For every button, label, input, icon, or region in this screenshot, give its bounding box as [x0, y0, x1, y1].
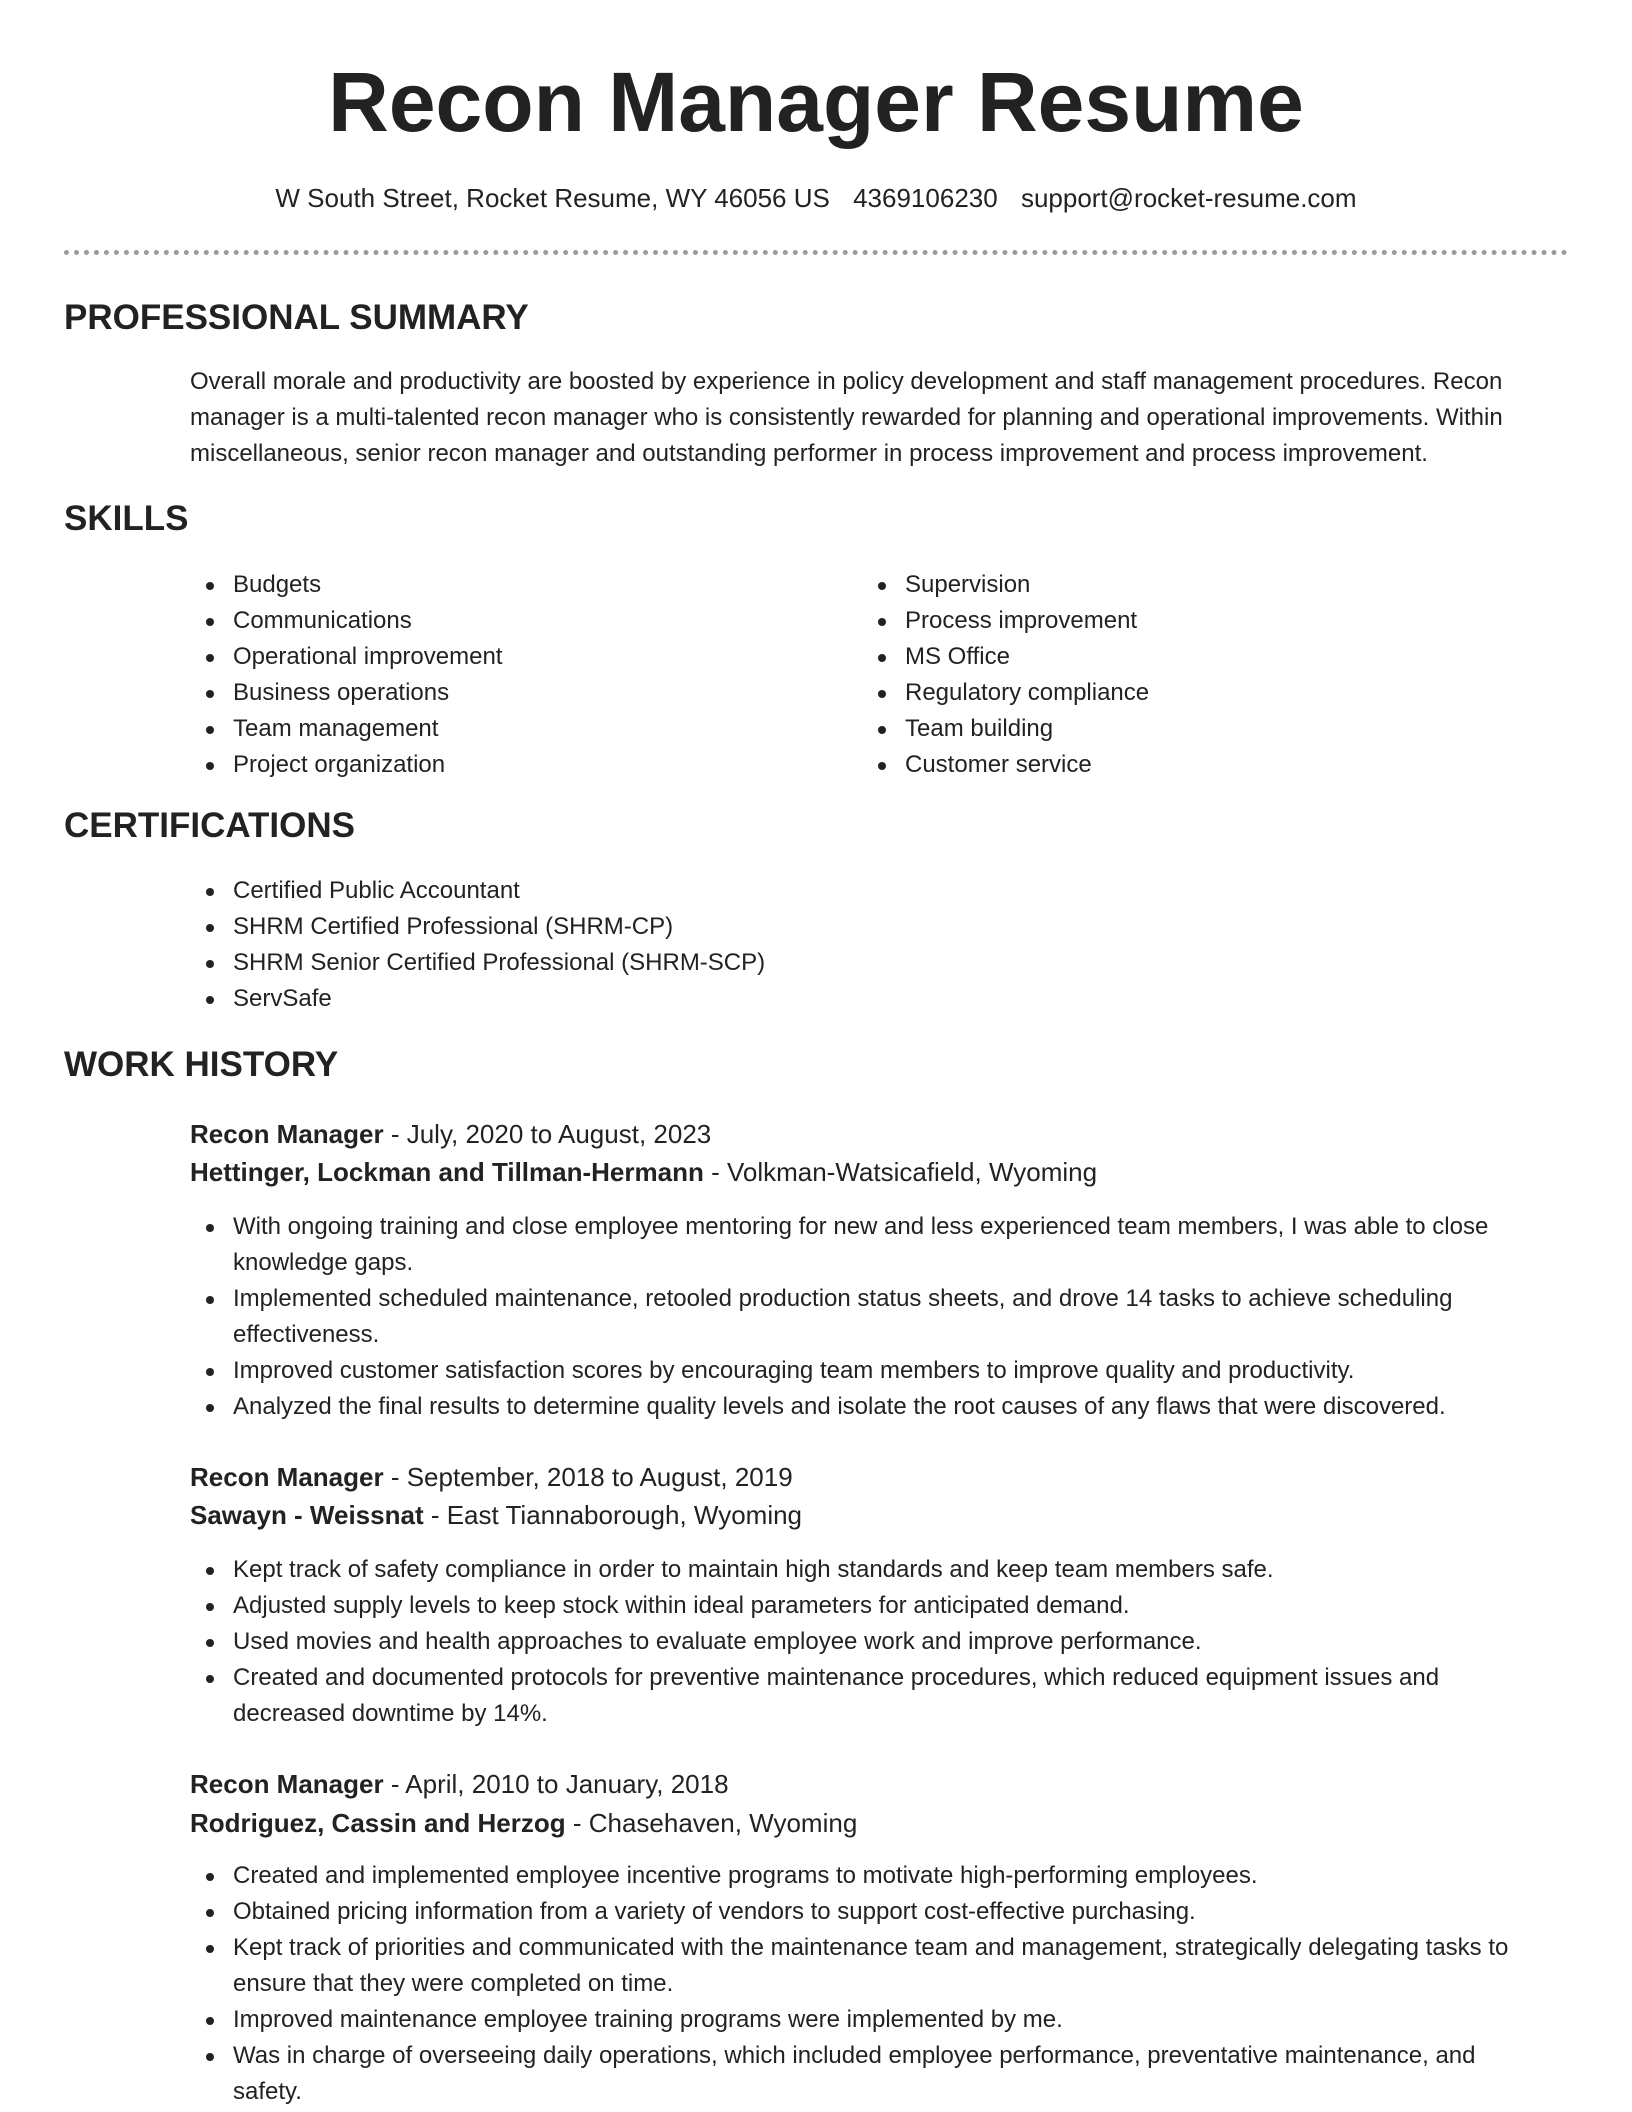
skills-list-left	[190, 567, 810, 783]
contact-email: support@rocket-resume.com	[1020, 183, 1357, 213]
job-duty-item	[190, 2038, 1580, 2110]
job-duties-list	[190, 1858, 1580, 2110]
summary-heading: PROFESSIONAL SUMMARY	[64, 298, 529, 337]
contact-line	[0, 180, 1632, 216]
skill-item: Process improvement	[862, 603, 1482, 639]
job-duty-item	[190, 1858, 1580, 1894]
job-location: - East Tiannaborough, Wyoming	[423, 1500, 803, 1530]
job-company-line	[190, 1153, 1097, 1191]
job-company-line	[190, 1496, 802, 1534]
job-duty-item	[190, 1588, 1580, 1624]
skill-item: MS Office	[862, 639, 1482, 675]
skill-item: Regulatory compliance	[862, 675, 1482, 711]
duty-line: knowledge gaps.	[233, 1249, 414, 1276]
job-location: - Volkman-Watsicafield, Wyoming	[703, 1157, 1098, 1187]
duty-line: Improved customer satisfaction scores by encouraging team members to improve quality and productivity.	[233, 1357, 1355, 1384]
skill-item: Project organization	[190, 747, 810, 783]
job-title-line	[190, 1458, 793, 1496]
contact-address: W South Street, Rocket Resume, WY 46056 US	[275, 183, 830, 213]
job-duty-item	[190, 1660, 1580, 1732]
job-title-line	[190, 1115, 711, 1153]
job-company: Rodriguez, Cassin and Herzog	[190, 1808, 566, 1838]
duty-line: With ongoing training and close employee mentoring for new and less experienced team members, I was able to close	[233, 1213, 1489, 1240]
job-duty-item	[190, 2002, 1580, 2038]
job-company: Hettinger, Lockman and Tillman-Hermann	[190, 1157, 704, 1187]
job-title-line	[190, 1765, 729, 1803]
duty-line: Obtained pricing information from a variety of vendors to support cost-effective purchasing.	[233, 1898, 1196, 1925]
job-duty-item	[190, 1624, 1580, 1660]
job-duty-item	[190, 1209, 1580, 1281]
certification-item: ServSafe	[190, 981, 1568, 1017]
duty-line: ensure that they were completed on time.	[233, 1970, 674, 1997]
job-duties-list	[190, 1209, 1580, 1425]
skill-item: Team building	[862, 711, 1482, 747]
job-title: Recon Manager	[190, 1462, 384, 1492]
job-company-line	[190, 1804, 857, 1842]
skill-item: Communications	[190, 603, 810, 639]
page-title: Recon Manager Resume	[328, 55, 1304, 149]
skill-item: Supervision	[862, 567, 1482, 603]
skills-heading: SKILLS	[64, 499, 189, 538]
skill-item: Business operations	[190, 675, 810, 711]
header-divider	[64, 250, 1568, 255]
job-duty-item	[190, 1389, 1580, 1425]
duty-line: Kept track of safety compliance in order to maintain high standards and keep team members safe.	[233, 1556, 1274, 1583]
job-dates: - April, 2010 to January, 2018	[383, 1769, 729, 1799]
job-dates: - September, 2018 to August, 2019	[383, 1462, 793, 1492]
contact-phone: 4369106230	[853, 183, 998, 213]
skill-item: Budgets	[190, 567, 810, 603]
certification-item: Certified Public Accountant	[190, 873, 1568, 909]
duty-line: Was in charge of overseeing daily operations, which included employee performance, preventative maintenance, and	[233, 2042, 1476, 2069]
job-duty-item	[190, 1930, 1580, 2002]
certifications-heading: CERTIFICATIONS	[64, 806, 356, 845]
duty-line: Created and implemented employee incentive programs to motivate high-performing employees.	[233, 1862, 1258, 1889]
duty-line: Created and documented protocols for preventive maintenance procedures, which reduced equipment issues and	[233, 1664, 1440, 1691]
duty-line: Adjusted supply levels to keep stock within ideal parameters for anticipated demand.	[233, 1592, 1130, 1619]
job-title: Recon Manager	[190, 1119, 384, 1149]
job-title: Recon Manager	[190, 1769, 384, 1799]
duty-line: safety.	[233, 2078, 302, 2105]
job-duty-item	[190, 1353, 1580, 1389]
job-duty-item	[190, 1281, 1580, 1353]
skill-item: Customer service	[862, 747, 1482, 783]
duty-line: decreased downtime by 14%.	[233, 1700, 548, 1727]
job-duties-list	[190, 1552, 1580, 1732]
certification-item: SHRM Certified Professional (SHRM-CP)	[190, 909, 1568, 945]
duty-line: Used movies and health approaches to evaluate employee work and improve performance.	[233, 1628, 1202, 1655]
skill-item: Team management	[190, 711, 810, 747]
skill-item: Operational improvement	[190, 639, 810, 675]
job-company: Sawayn - Weissnat	[190, 1500, 424, 1530]
certifications-list	[190, 873, 1568, 1017]
work-history-heading: WORK HISTORY	[64, 1045, 339, 1084]
duty-line: Implemented scheduled maintenance, retooled production status sheets, and drove 14 tasks to achieve scheduling	[233, 1285, 1453, 1312]
duty-line: effectiveness.	[233, 1321, 380, 1348]
certification-item: SHRM Senior Certified Professional (SHRM-SCP)	[190, 945, 1568, 981]
summary-line: miscellaneous, senior recon manager and outstanding performer in process improvement and process improvement.	[190, 440, 1428, 467]
duty-line: Improved maintenance employee training programs were implemented by me.	[233, 2006, 1063, 2033]
summary-text	[190, 364, 1568, 472]
summary-line: Overall morale and productivity are boosted by experience in policy development and staff management procedures. Recon	[190, 368, 1503, 395]
job-location: - Chasehaven, Wyoming	[565, 1808, 858, 1838]
job-duty-item	[190, 1894, 1580, 1930]
summary-line: manager is a multi-talented recon manager who is consistently rewarded for planning and operational improvements. Within	[190, 404, 1503, 431]
duty-line: Analyzed the final results to determine quality levels and isolate the root causes of any flaws that were discovered.	[233, 1393, 1446, 1420]
duty-line: Kept track of priorities and communicated with the maintenance team and management, strategically delegating tasks to	[233, 1934, 1509, 1961]
job-duty-item	[190, 1552, 1580, 1588]
skills-list-right	[862, 567, 1482, 783]
job-dates: - July, 2020 to August, 2023	[383, 1119, 712, 1149]
